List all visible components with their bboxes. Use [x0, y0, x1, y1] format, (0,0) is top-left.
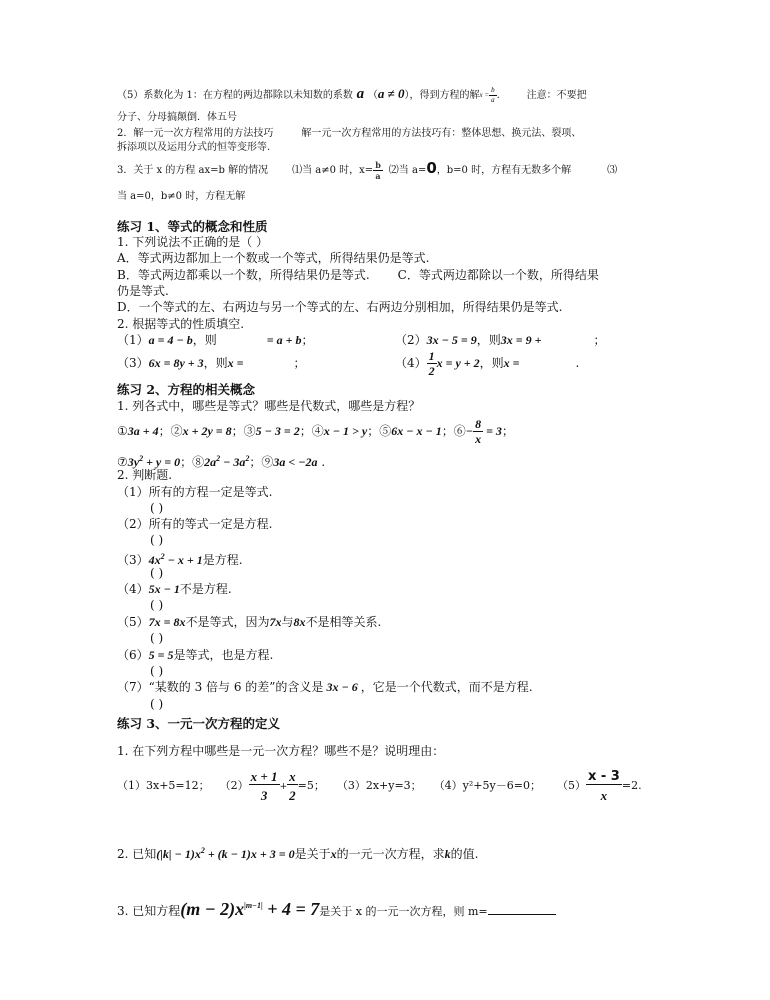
frac-x-3-over-x: $\frac{x - 3}{x}$ — [587, 769, 620, 803]
expr-7x: 7x — [269, 615, 282, 629]
expr-7x-8x: 7x = 8x — [148, 615, 186, 629]
frac-x1-over-3: $\frac{x + 1}{3}$ — [250, 769, 278, 803]
ex1-option-a: A．等式两边都加上一个数或一个等式，所得结果仍是等式. — [117, 251, 430, 265]
ex3-question2 — [117, 843, 478, 862]
expr-1: ①3a + 4；②x + 2y = 8；③5 − 3 = 2；④x − 1 > y；⑤6x − x − 1；⑥− — [117, 424, 474, 438]
ex3-question3 — [117, 893, 556, 925]
eq-x-blank: x = — [227, 356, 244, 370]
judge-2: （2）所有的等式一定是方程. — [117, 517, 273, 531]
ex3-q2-c: 的一元一次方程，求 — [336, 847, 445, 861]
ex1-item1: （1）a = 4 − b，则 = a + b； — [117, 333, 314, 347]
judge-7 — [117, 680, 533, 695]
cond-a-ne-0: a ≠ 0 — [377, 86, 405, 101]
intro-point3-line1 — [117, 161, 617, 180]
ex1-item3-label: （3） — [117, 356, 149, 370]
ex1-option-c-cont: 仍是等式. — [117, 284, 169, 298]
ex1-item2: （2）3x − 5 = 9，则3x = 9 + ； — [395, 333, 606, 347]
ex1-title: 练习 1、等式的概念和性质 — [117, 219, 268, 234]
expr-8x: 8x — [293, 615, 306, 629]
judge-3 — [117, 549, 243, 568]
intro-step5-text-a: （5）系数化为 1：在方程的两边都除以未知数的系数 — [117, 90, 353, 101]
ex1-option-c: C．等式两边都除以一个数，所得结果 — [397, 268, 599, 282]
intro-point3-case1: ⑴当 a≠0 时，x= — [292, 165, 374, 176]
frac-8-over-x: $\frac{8}{x}$ — [475, 417, 482, 446]
eq-6x-8y-3: 6x = 8y + 3 — [148, 356, 204, 370]
solution-x-b-over-a: x = — [479, 91, 490, 99]
expr-m-2-x: $(m - 2)x^{|m-1|} + 4 = 7$ — [180, 899, 320, 919]
ex3-equations: （1）3x+5=12； （2） $\frac{x + 1}{3}$ + $\frac{x}{2}$ =5； （3）2x+y=3； （4）y²+5y－6=0； （5） $\frac{x - 3}{x}$ =2. — [117, 769, 642, 803]
judge-1: （1）所有的方程一定是等式. — [117, 485, 273, 499]
ex2-expressions-row1: ①3a + 4；②x + 2y = 8；③5 − 3 = 2；④x − 1 > y；⑤6x − x − 1；⑥− $\frac{8}{x}$ = 3； — [117, 417, 514, 446]
ex1-item1-then: ，则 — [192, 333, 217, 347]
intro-point3-heading: 3．关于 x 的方程 ax=b 解的情况 — [117, 165, 269, 176]
ex3-eq5-label: （5） — [556, 779, 586, 792]
ex1-option-b: B．等式两边都乘以一个数，所得结果仍是等式. — [117, 268, 370, 282]
judge-3-text: 是方程. — [202, 553, 243, 567]
ex3-eq1: （1）3x+5=12； — [117, 779, 210, 792]
judge-4-text: 不是方程. — [179, 582, 232, 596]
eq-x-blank-2: x = — [503, 356, 520, 370]
ex3-eq3: （3）2x+y=3； — [336, 779, 422, 792]
ex1-item1-label: （1） — [117, 333, 149, 347]
ex1-item4: （4） $\frac{1}{2}$ x = y + 2，则x = . — [395, 349, 580, 378]
ex1-item4-then: ，则 — [479, 356, 504, 370]
ex1-item3: （3）6x = 8y + 3，则x = ； — [117, 356, 306, 370]
judge-3-label: （3） — [117, 553, 149, 567]
eq-3x-9-plus: 3x = 9 + — [500, 333, 542, 347]
ex3-question1: 1. 在下列方程中哪些是一元一次方程？哪些不是？说明理由： — [117, 744, 445, 758]
ex3-eq2-label: （2） — [219, 779, 249, 792]
judge-5-paren[interactable]: ( ) — [150, 631, 164, 645]
eq-3x-5-9: 3x − 5 = 9 — [426, 333, 477, 347]
expr-3x-6: 3x − 6 — [323, 680, 361, 694]
expr-6-tail: = 3 — [483, 424, 502, 438]
judge-1-paren[interactable]: ( ) — [150, 501, 164, 515]
judge-3-paren[interactable]: ( ) — [150, 566, 164, 580]
intro-point3-line2: 当 a=0，b≠0 时，方程无解 — [117, 191, 246, 202]
judge-7-text: ，它是一个代数式，而不是方程. — [360, 680, 533, 694]
expr-4x2-x-1: $4x^2 - x + 1$ — [148, 552, 203, 567]
judge-2-paren[interactable]: ( ) — [150, 533, 164, 547]
judge-6 — [117, 648, 273, 663]
judge-4 — [117, 582, 232, 597]
answer-blank-m[interactable] — [488, 902, 556, 915]
judge-5-and: 与 — [281, 615, 294, 629]
ex2-question1: 1. 列各式中，哪些是等式？哪些是代数式，哪些是方程？ — [117, 399, 421, 413]
intro-point3-case3: ⑶ — [607, 165, 618, 176]
eq-a-4-b: a = 4 − b — [148, 333, 193, 347]
expr-7-9: $⑦3y^2 + y = 0$；$⑧2a^2 - 3a^2$；⑨3a < −2a . — [117, 454, 326, 469]
judge-7-paren[interactable]: ( ) — [150, 697, 164, 711]
ex3-eq5-tail: =2. — [621, 779, 642, 792]
ex1-item2-label: （2） — [395, 333, 427, 347]
ex3-q3-b: 是关于 x 的一元一次方程，则 m= — [319, 905, 488, 918]
eq-half-x-y-2: x = y + 2 — [436, 356, 480, 370]
ex1-question2: 2. 根据等式的性质填空. — [117, 317, 245, 331]
ex3-eq4: （4）y²+5y－6=0； — [433, 779, 541, 792]
ex3-q3-a: 3. 已知方程 — [117, 904, 181, 918]
ex2-question2: 2. 判断题. — [117, 468, 173, 482]
expr-5-5: 5 = 5 — [148, 648, 174, 662]
judge-5-text: 不是等式，因为 — [185, 615, 270, 629]
intro-point2-body: 解一元一次方程常用的方法技巧有：整体思想、换元法、裂项、 — [301, 128, 582, 139]
judge-6-label: （6） — [117, 648, 149, 662]
judge-6-text: 是等式，也是方程. — [173, 648, 274, 662]
judge-4-paren[interactable]: ( ) — [150, 598, 164, 612]
ex1-question1: 1. 下列说法不正确的是（ ） — [117, 235, 269, 249]
ex3-q2-a: 2. 已知 — [117, 847, 157, 861]
ex2-title: 练习 2、方程的相关概念 — [117, 382, 256, 397]
ex3-title: 练习 3、一元一次方程的定义 — [117, 716, 281, 731]
ex3-eq2-tail: =5； — [297, 779, 325, 792]
intro-step5-line2: 分子、分母搞颠倒．体五号 — [117, 112, 237, 123]
frac-x-over-2: $\frac{x}{2}$ — [289, 769, 296, 803]
frac-b-a-small: $\frac{b}{a}$ — [375, 160, 381, 181]
frac-b-over-a: $\frac{b}{a}$ — [491, 86, 495, 104]
coef-a: a — [352, 86, 368, 102]
expr-5x-1: 5x − 1 — [148, 582, 180, 596]
intro-step5-line1: （5）系数化为 1：在方程的两边都除以未知数的系数 a （a ≠ 0），得到方程的解x = $\frac{b}{a}$ . 注意：不要把 — [117, 86, 587, 104]
intro-point3-case2: ⑵当 a= — [388, 165, 427, 176]
ex1-item2-then: ，则 — [476, 333, 501, 347]
intro-step5-note: 注意：不要把 — [526, 90, 587, 101]
expr-abs-k: $(|k| - 1)x^2 + (k - 1)x + 3 = 0$ — [156, 846, 295, 861]
ex3-q2-b: 是关于 — [294, 847, 331, 861]
var-k: k — [444, 847, 451, 861]
intro-point2-line1 — [117, 126, 581, 141]
intro-point2-line2: 拆添项以及运用分式的恒等变形等. — [117, 142, 271, 153]
intro-step5-text-b: （ — [367, 90, 378, 101]
judge-4-label: （4） — [117, 582, 149, 596]
judge-7-label: （7）“某数的 3 倍与 6 的差”的含义是 — [117, 680, 324, 694]
eq-blank-a-plus-b: = a + b — [266, 333, 302, 347]
frac-one-half: $\frac{1}{2}$ — [428, 349, 435, 378]
ex1-option-d: D．一个等式的左、右两边与另一个等式的左、右两边分别相加，所得结果仍是等式. — [117, 300, 563, 314]
intro-point2-heading: 2．解一元一次方程常用的方法技巧 — [117, 128, 274, 139]
ex3-q2-d: 的值. — [450, 847, 479, 861]
intro-step5-text-c: ），得到方程的解 — [404, 90, 480, 101]
judge-6-paren[interactable]: ( ) — [150, 664, 164, 678]
ex1-option-b-line — [117, 268, 599, 283]
judge-5 — [117, 615, 381, 630]
var-x: x — [330, 847, 337, 861]
intro-point3-case2b: ，b=0 时，方程有无数多个解 — [436, 165, 572, 176]
judge-5-tail: 不是相等关系. — [305, 615, 382, 629]
intro-point3-zero: 0 — [426, 159, 437, 177]
judge-5-label: （5） — [117, 615, 149, 629]
ex1-item3-then: ，则 — [203, 356, 228, 370]
ex1-item4-label: （4） — [395, 356, 427, 370]
